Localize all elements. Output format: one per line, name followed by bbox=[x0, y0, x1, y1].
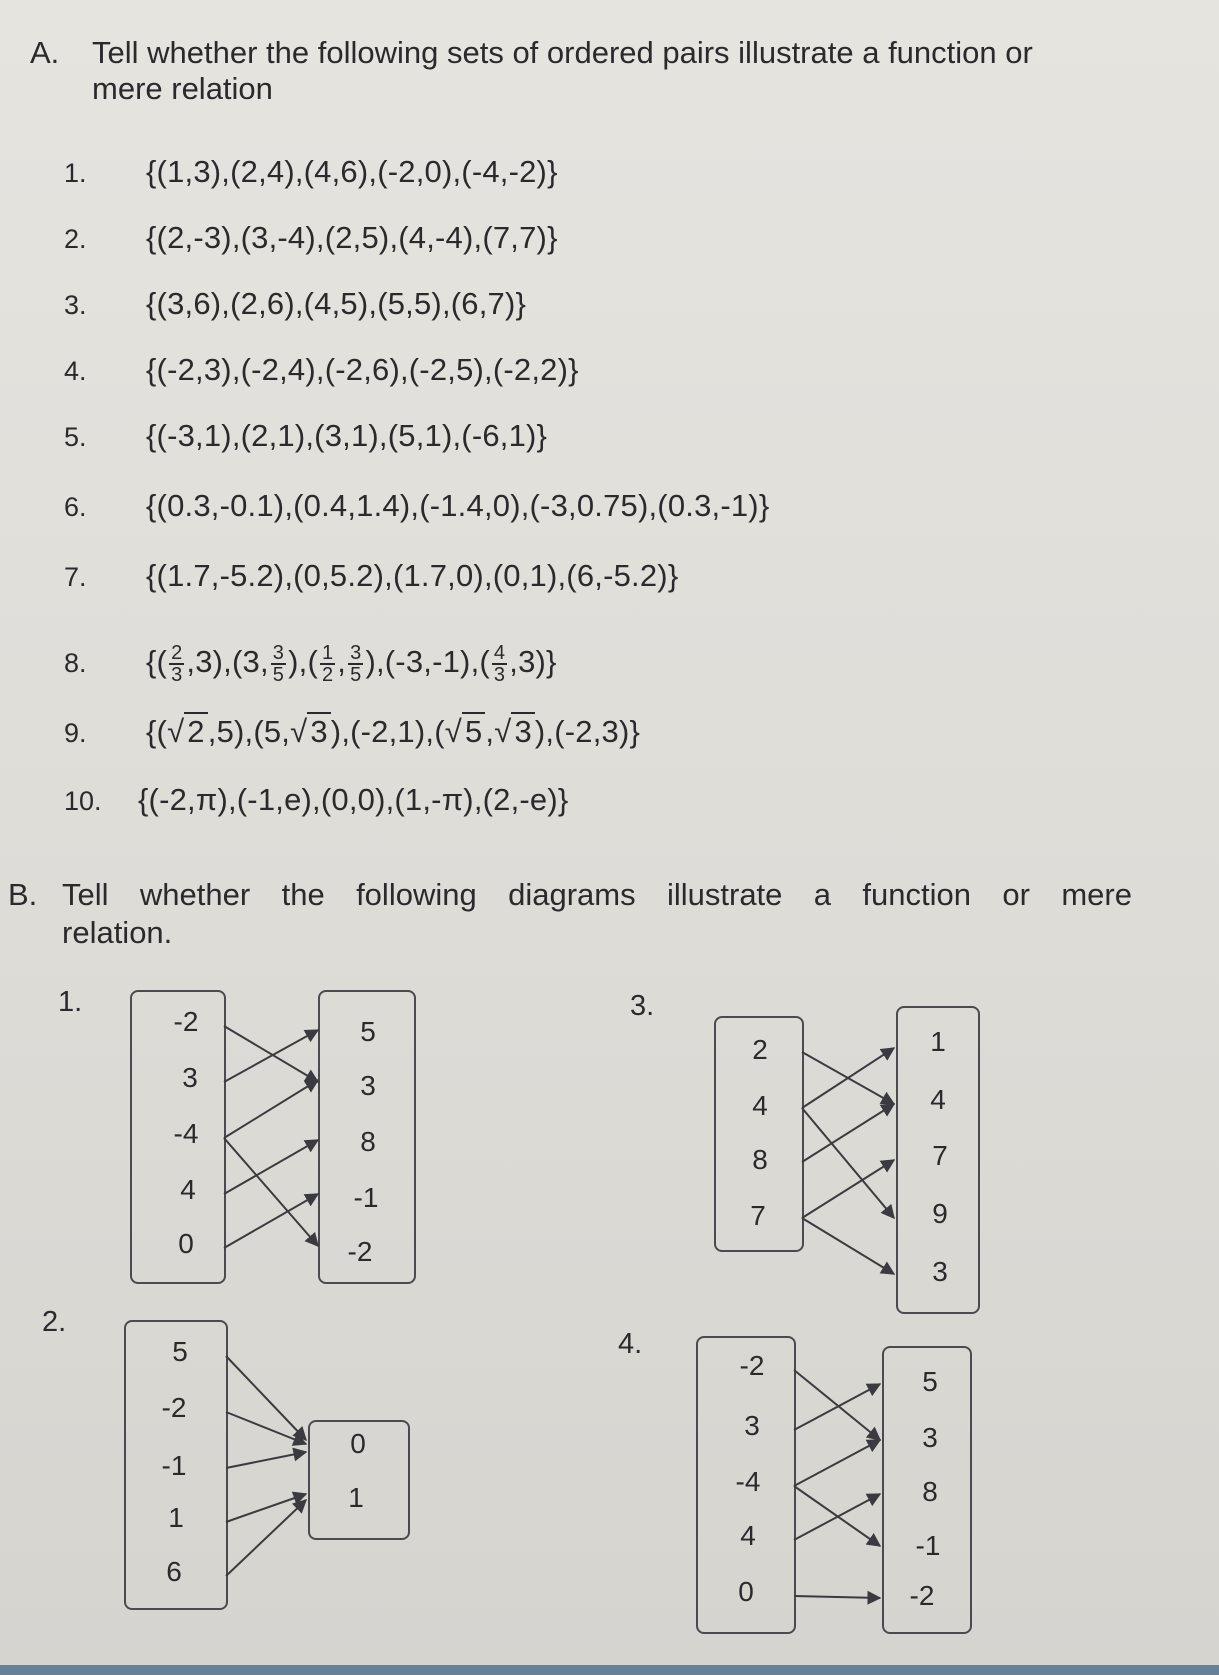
item-number: 9. bbox=[64, 718, 87, 748]
set-text: ),(-3,-1),( bbox=[365, 644, 490, 679]
fraction bbox=[169, 643, 184, 685]
radicand: 3 bbox=[307, 712, 330, 749]
sqrt-symbol: √ bbox=[290, 714, 308, 749]
arrow bbox=[226, 1412, 306, 1444]
domain-value: -2 bbox=[739, 1350, 765, 1381]
radicand: 3 bbox=[511, 712, 534, 749]
range-value: 4 bbox=[930, 1084, 946, 1115]
arrow bbox=[226, 1494, 306, 1522]
domain-value: 5 bbox=[172, 1336, 188, 1367]
arrow bbox=[794, 1494, 880, 1540]
item-2 bbox=[64, 216, 558, 260]
section-b-instruction-line1: Tell whether the following diagrams illustrate a function or mere bbox=[62, 877, 1132, 912]
section-a-instruction-line1: Tell whether the following sets of ordered pairs illustrate a function or bbox=[92, 35, 1033, 70]
set-text: ,3),(3, bbox=[186, 644, 269, 679]
ordered-pairs-set: {(3,6),(2,6),(4,5),(5,5),(6,7)} bbox=[146, 286, 527, 321]
arrow bbox=[224, 1080, 318, 1138]
item-10 bbox=[64, 778, 568, 822]
numerator: 3 bbox=[272, 641, 285, 664]
sqrt-symbol: √ bbox=[494, 714, 512, 749]
sqrt-symbol: √ bbox=[444, 714, 462, 749]
range-value: 3 bbox=[922, 1422, 938, 1453]
ordered-pairs-set: {(-2,3),(-2,4),(-2,6),(-2,5),(-2,2)} bbox=[146, 352, 579, 387]
item-number: 7. bbox=[64, 562, 87, 592]
denominator: 3 bbox=[493, 663, 506, 686]
item-5 bbox=[64, 414, 547, 458]
domain-value: -1 bbox=[161, 1450, 187, 1481]
range-value: 5 bbox=[360, 1016, 376, 1047]
denominator: 5 bbox=[272, 663, 285, 686]
item-number: 1. bbox=[64, 158, 87, 188]
numerator: 4 bbox=[493, 641, 506, 664]
set-text: ,3)} bbox=[509, 644, 557, 679]
diagram-3-number: 3. bbox=[630, 990, 655, 1022]
arrow bbox=[226, 1452, 306, 1468]
item-8 bbox=[64, 640, 557, 684]
arrow bbox=[224, 1026, 318, 1082]
item-7 bbox=[64, 554, 678, 598]
fraction bbox=[271, 643, 286, 685]
range-value: 5 bbox=[922, 1366, 938, 1397]
arrow bbox=[224, 1138, 318, 1246]
range-value: -2 bbox=[347, 1236, 373, 1267]
domain-value: 1 bbox=[168, 1502, 184, 1533]
set-text: , bbox=[337, 644, 347, 679]
set-text: ),( bbox=[288, 644, 318, 679]
range-value: 3 bbox=[360, 1070, 376, 1101]
set-text: ,5),(5, bbox=[207, 714, 291, 749]
item-number: 4. bbox=[64, 356, 87, 386]
item-number: 3. bbox=[64, 290, 87, 320]
domain-value: -2 bbox=[173, 1006, 199, 1037]
ordered-pairs-set: {(1,3),(2,4),(4,6),(-2,0),(-4,-2)} bbox=[146, 154, 558, 189]
domain-value: 7 bbox=[750, 1200, 766, 1231]
domain-value: 6 bbox=[166, 1556, 182, 1587]
arrow bbox=[226, 1356, 306, 1440]
arrow bbox=[802, 1218, 894, 1274]
denominator: 3 bbox=[171, 663, 183, 686]
sqrt-symbol: √ bbox=[167, 714, 185, 749]
diagram-4-number: 4. bbox=[618, 1328, 643, 1360]
ordered-pairs-set: {(2,-3),(3,-4),(2,5),(4,-4),(7,7)} bbox=[146, 220, 558, 255]
denominator: 5 bbox=[350, 663, 362, 686]
denominator: 2 bbox=[321, 663, 334, 686]
set-text: {( bbox=[146, 714, 168, 749]
domain-value: 4 bbox=[752, 1090, 768, 1121]
section-b-instruction-line2: relation. bbox=[62, 915, 173, 950]
item-number: 8. bbox=[64, 648, 87, 678]
range-value: 1 bbox=[930, 1026, 946, 1057]
arrow bbox=[224, 1194, 318, 1248]
domain-value: 4 bbox=[180, 1174, 196, 1205]
set-text: {( bbox=[146, 644, 168, 679]
numerator: 2 bbox=[171, 641, 183, 664]
item-number: 10. bbox=[64, 786, 102, 816]
arrow bbox=[802, 1108, 894, 1218]
numerator: 1 bbox=[321, 641, 334, 664]
arrow bbox=[224, 1140, 318, 1194]
numerator: 3 bbox=[350, 641, 362, 664]
diagram-2-number: 2. bbox=[42, 1306, 67, 1338]
domain-value: -2 bbox=[161, 1392, 187, 1423]
ordered-pairs-set: {(-2,π),(-1,e),(0,0),(1,-π),(2,-e)} bbox=[138, 782, 569, 817]
ordered-pairs-set: {(1.7,-5.2),(0,5.2),(1.7,0),(0,1),(6,-5.2)} bbox=[146, 558, 679, 593]
ordered-pairs-set: {(0.3,-0.1),(0.4,1.4),(-1.4,0),(-3,0.75),(0.3,-1)} bbox=[146, 488, 770, 523]
range-value: 8 bbox=[360, 1126, 376, 1157]
domain-value: 3 bbox=[744, 1410, 760, 1441]
section-b-letter: B. bbox=[8, 877, 38, 912]
arrow bbox=[794, 1370, 880, 1440]
range-value: 7 bbox=[932, 1140, 948, 1171]
domain-value: 4 bbox=[740, 1520, 756, 1551]
fraction bbox=[492, 643, 507, 685]
ordered-pairs-set: {(-3,1),(2,1),(3,1),(5,1),(-6,1)} bbox=[146, 418, 548, 453]
arrow bbox=[224, 1030, 318, 1082]
arrow bbox=[794, 1486, 880, 1546]
arrow bbox=[802, 1104, 894, 1162]
set-text: ),(-2,1),( bbox=[330, 714, 445, 749]
range-value: -1 bbox=[915, 1530, 941, 1561]
arrow bbox=[794, 1596, 880, 1598]
range-value: 9 bbox=[932, 1198, 948, 1229]
range-value: 8 bbox=[922, 1476, 938, 1507]
range-value: 0 bbox=[350, 1428, 366, 1459]
arrow bbox=[794, 1384, 880, 1430]
set-text: ),(-2,3)} bbox=[534, 714, 641, 749]
set-text: , bbox=[485, 714, 495, 749]
domain-value: 2 bbox=[752, 1034, 768, 1065]
range-value: 1 bbox=[348, 1482, 364, 1513]
ordered-pairs-set bbox=[146, 641, 557, 686]
item-1 bbox=[64, 150, 558, 194]
domain-value: 8 bbox=[752, 1144, 768, 1175]
range-value: 3 bbox=[932, 1256, 948, 1287]
item-4 bbox=[64, 348, 579, 392]
arrow bbox=[802, 1160, 894, 1218]
arrow bbox=[802, 1048, 894, 1108]
domain-value: 0 bbox=[738, 1576, 754, 1607]
item-3 bbox=[64, 282, 526, 326]
item-9 bbox=[64, 710, 640, 754]
item-number: 2. bbox=[64, 224, 87, 254]
bottom-edge-stripe bbox=[0, 1665, 1219, 1675]
fraction bbox=[348, 643, 363, 685]
ordered-pairs-set bbox=[146, 712, 640, 749]
section-a-instruction-line2: mere relation bbox=[92, 71, 273, 106]
arrow bbox=[802, 1052, 894, 1104]
section-a-letter: A. bbox=[30, 35, 60, 70]
domain-value: 0 bbox=[178, 1228, 194, 1259]
radicand: 5 bbox=[462, 712, 485, 749]
domain-value: -4 bbox=[735, 1466, 761, 1497]
item-number: 6. bbox=[64, 492, 87, 522]
domain-value: -4 bbox=[173, 1118, 199, 1149]
item-6 bbox=[64, 484, 769, 528]
range-value: -1 bbox=[353, 1182, 379, 1213]
item-number: 5. bbox=[64, 422, 87, 452]
arrow bbox=[794, 1440, 880, 1486]
diagram-1-number: 1. bbox=[58, 986, 83, 1018]
domain-value: 3 bbox=[182, 1062, 198, 1093]
arrow bbox=[226, 1500, 306, 1576]
fraction bbox=[320, 643, 335, 685]
range-value: -2 bbox=[909, 1580, 935, 1611]
radicand: 2 bbox=[184, 712, 207, 749]
